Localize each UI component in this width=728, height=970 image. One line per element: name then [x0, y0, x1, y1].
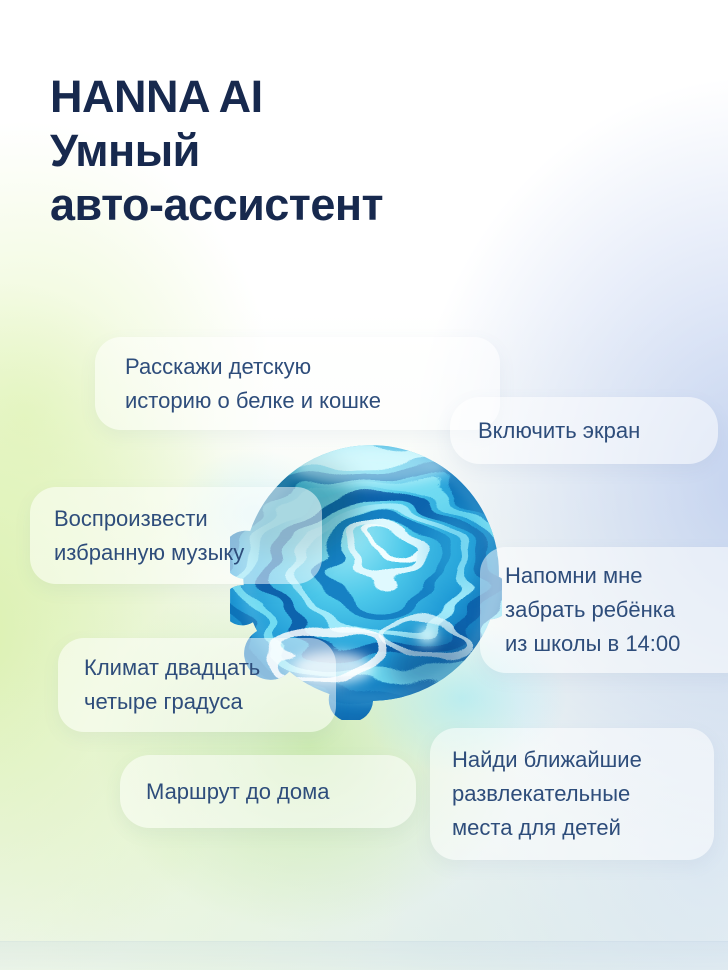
bubble-line: четыре градуса — [84, 689, 243, 714]
bubble-line: Включить экран — [478, 417, 641, 443]
bubble-line: Напомни мне — [505, 563, 643, 588]
suggestion-bubble-route-home[interactable] — [120, 755, 416, 828]
page-subtitle-line-2: авто-ассистент — [50, 179, 384, 230]
bottom-gradient-band — [0, 941, 728, 970]
suggestion-bubble-find-places[interactable] — [430, 728, 714, 860]
bubble-line: избранную музыку — [54, 539, 245, 565]
suggestion-bubble-remind-pickup[interactable] — [480, 547, 728, 673]
suggestion-bubble-climate[interactable] — [58, 638, 336, 732]
suggestion-bubble-tell-story[interactable] — [95, 337, 500, 430]
bubble-line: Климат двадцать — [84, 655, 261, 680]
bubble-line: Воспроизвести — [54, 505, 208, 531]
bubble-line: места для детей — [452, 815, 621, 840]
suggestion-bubble-turn-on-screen[interactable] — [450, 397, 718, 464]
bubble-line: забрать ребёнка — [505, 597, 676, 622]
title-block — [50, 70, 383, 232]
bubble-line: Расскажи детскую — [125, 353, 312, 379]
bubble-line: из школы в 14:00 — [505, 631, 681, 656]
bubble-line: Найди ближайшие — [452, 747, 642, 772]
bubble-line: историю о белке и кошке — [125, 387, 382, 413]
suggestion-bubble-play-music[interactable] — [30, 487, 322, 584]
bubble-line: Маршрут до дома — [146, 778, 330, 804]
page-subtitle-line-1: Умный — [50, 125, 200, 176]
page-title: HANNA AI — [50, 71, 263, 122]
bubble-line: развлекательные — [452, 781, 631, 806]
